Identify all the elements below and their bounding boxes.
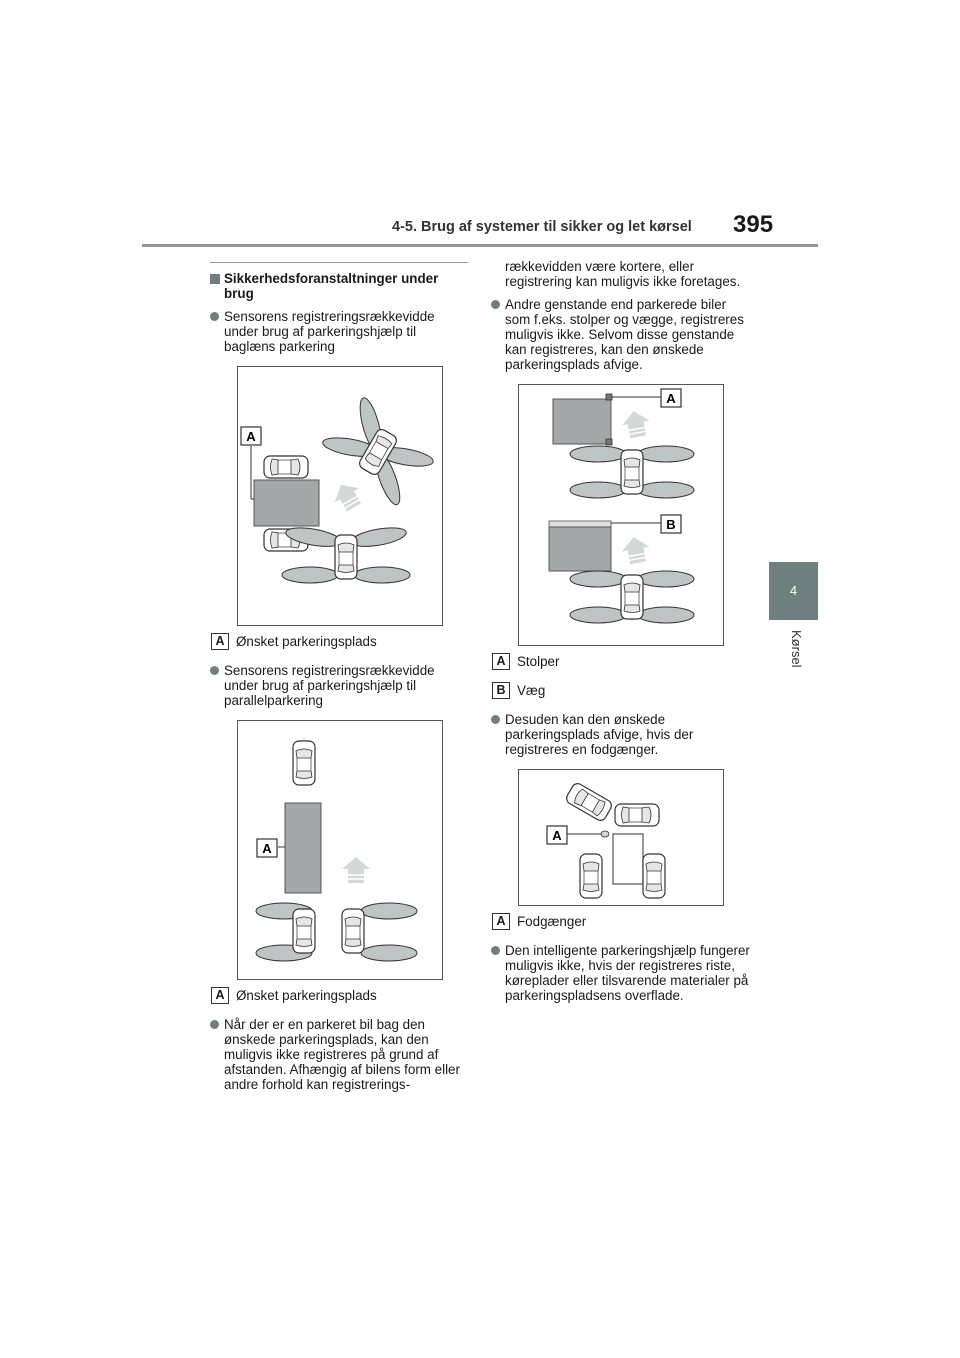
desired-parking-space (613, 834, 643, 884)
label-a: A (262, 841, 272, 856)
right-column (491, 259, 753, 1011)
legend-letter-box: A (211, 987, 229, 1004)
chapter-tab-label: Kørsel (789, 630, 804, 668)
header-rule (142, 244, 818, 247)
path-arrow (620, 535, 652, 565)
page-number: 395 (733, 211, 774, 238)
figure-poles-walls (518, 384, 724, 646)
parked-car-top (264, 456, 308, 478)
legend-item: A Ønsket parkeringsplads (210, 988, 470, 1005)
parking-space-poles (553, 399, 611, 444)
own-car (342, 909, 364, 953)
bullet-item: Den intelligente parkeringshjælp fungerer muligvis ikke, hvis der registreres riste, køreplader eller tilsvarende materialer på parkeringspladsens overflade. (491, 943, 753, 1003)
square-bullet-icon (210, 274, 220, 284)
figure-backward-parking (237, 366, 443, 626)
own-car-turning (564, 781, 613, 822)
path-arrow (329, 478, 366, 515)
own-car (335, 535, 357, 579)
label-b: B (666, 517, 676, 532)
parking-space-wall (549, 527, 611, 571)
bullet-item: Desuden kan den ønskede parkeringsplads afvige, hvis der registreres en fodgænger. (491, 712, 753, 757)
label-a: A (552, 828, 562, 843)
legend-item: B Væg (491, 683, 753, 700)
legend-item: A Fodgænger (491, 914, 753, 931)
round-bullet-icon (491, 946, 500, 955)
bullet-item: Sensorens registreringsrækkevidde under brug af parkeringshjælp til parallelparkering (210, 663, 470, 708)
legend-letter-box: B (492, 682, 510, 699)
pole-icon (606, 439, 612, 445)
pole-icon (606, 394, 612, 400)
path-arrow (342, 857, 370, 883)
pedestrian-icon (601, 831, 609, 837)
parked-car-top (615, 804, 659, 826)
round-bullet-icon (491, 300, 500, 309)
round-bullet-icon (210, 1020, 219, 1029)
parked-car-right (643, 854, 665, 898)
bullet-item: Andre genstande end parkerede biler som f.eks. stolper og vægge, registreres muligvis ikke. Selvom disse genstande kan registreres, kan den ønskede parkeringsplads afvige. (491, 297, 753, 372)
section-heading: Sikkerhedsforanstaltninger under brug (210, 271, 470, 301)
parked-car-rear (293, 909, 315, 953)
round-bullet-icon (210, 666, 219, 675)
label-a: A (666, 391, 676, 406)
chapter-tab: 4 (769, 562, 818, 620)
own-car (621, 575, 643, 619)
bullet-item: Sensorens registreringsrækkevidde under brug af parkeringshjælp til baglæns parkering (210, 309, 470, 354)
round-bullet-icon (491, 715, 500, 724)
legend-item: A Ønsket parkeringsplads (210, 634, 470, 651)
path-arrow (620, 409, 652, 439)
own-car (621, 450, 643, 494)
desired-parking-space (254, 480, 319, 526)
parked-car-left (580, 854, 602, 898)
legend-letter-box: A (211, 633, 229, 650)
header-section-title: 4-5. Brug af systemer til sikker og let kørsel (392, 219, 692, 235)
left-column (210, 262, 470, 1100)
section-rule (210, 262, 468, 263)
parked-car-front (293, 741, 315, 785)
legend-letter-box: A (492, 913, 510, 930)
round-bullet-icon (210, 312, 219, 321)
bullet-item: Når der er en parkeret bil bag den ønskede parkeringsplads, kan den muligvis ikke registreres på grund af afstanden. Afhængig af bilens form eller andre forhold kan registrerings- (210, 1017, 470, 1092)
continuation-text: rækkevidden være kortere, eller registrering kan muligvis ikke foretages. (505, 259, 741, 289)
legend-letter-box: A (492, 653, 510, 670)
figure-pedestrian (518, 769, 724, 906)
sensor-range (361, 903, 417, 961)
figure-parallel-parking (237, 720, 443, 980)
desired-parking-space (285, 803, 321, 893)
label-a: A (246, 429, 256, 444)
wall-icon (549, 521, 611, 527)
legend-item: A Stolper (491, 654, 753, 671)
